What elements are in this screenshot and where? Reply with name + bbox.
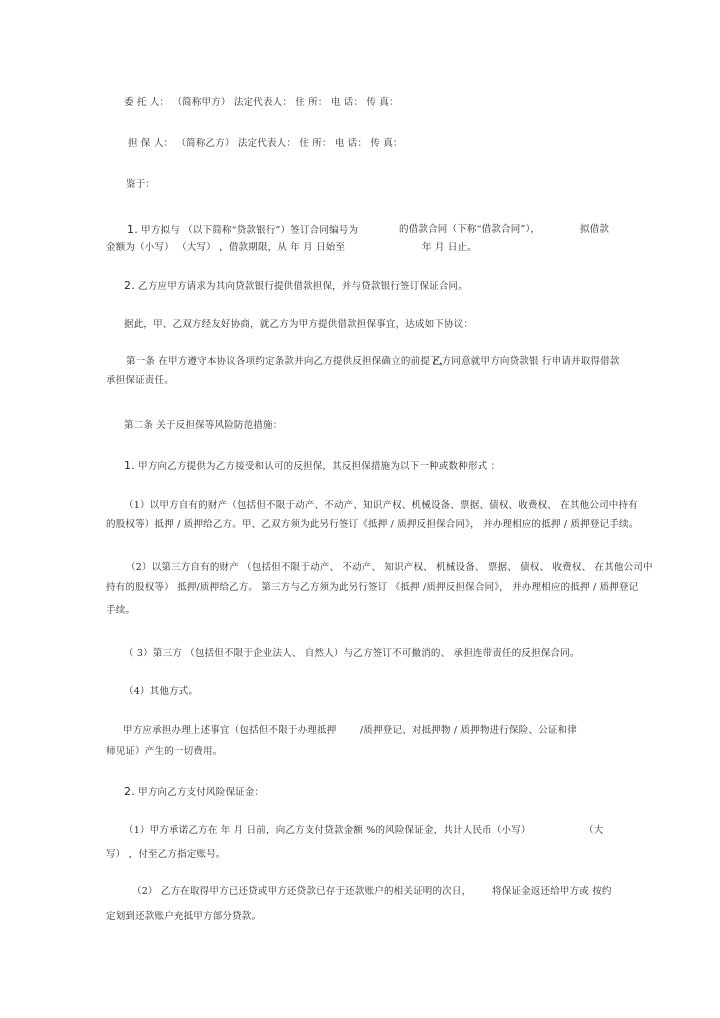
deposit-1-line-1-b: （大: [584, 825, 604, 836]
clause-2-2-number: 2.: [124, 785, 135, 798]
recital-1-text-b: 的借款合同（下称“借款合同”），: [399, 224, 541, 235]
deposit-2-line-1-b: 将保证金返还给甲方或 按约: [492, 886, 612, 897]
recital-2-text: 乙方应甲方请求为其向贷款银行提供借款担保，并与贷款银行签订保证合同。: [138, 281, 468, 292]
expenses-line-1-a: 甲方应承担办理上述事宜（包括但不限于办理抵押: [123, 725, 337, 736]
clause-2-1-text: 甲方向乙方提供为乙方接受和认可的反担保，其反担保措施为以下一种或数种形式 ：: [138, 461, 501, 472]
party-b-line: 担 保 人： （简称乙方） 法定代表人： 住 所： 电 话： 传 真：: [128, 138, 403, 149]
clause-2-1-number: 1.: [124, 459, 135, 472]
deposit-2-line-2: 定划到还款账户充抵甲方部分贷款。: [106, 911, 262, 922]
expenses-line-1-b: /质押登记、对抵押物 / 质押物进行保险、公证和律: [360, 725, 577, 736]
article-2-heading: 第二条 关于反担保等风险防范措施：: [124, 420, 283, 431]
recital-2: [124, 280, 468, 293]
article-1-text-a: 第一条 在甲方遵守本协议各项约定条款并向乙方提供反担保确立的前提下，: [126, 356, 450, 367]
recital-1-text-d: 金额为（小写） （大写） ，借款期限，从 年 月 日始至: [106, 242, 346, 253]
clause-2-2-text: 甲方向乙方支付风险保证金：: [138, 787, 265, 798]
item-3-line: （ 3）第三方 （包括但不限于企业法人、 自然人）与乙方签订不可撤消的、 承担连带责任的反担保合同。: [124, 648, 580, 659]
recital-1-line-1: [127, 224, 358, 237]
deposit-1-line-1-a: （1）甲方承诺乙方在 年 月 日前，向乙方支付贷款金额 %的风险保证金，共计人民币（小写）: [124, 825, 531, 836]
party-a-line: 委 托 人： （简称甲方） 法定代表人： 住 所： 电 话： 传 真：: [124, 97, 399, 108]
item-2-line-2: 持有的股权等） 抵押/质押给乙方。 第三方与乙方须为此另行签订 《抵押 /质押反担保合同》， 并办理相应的抵押 / 质押登记: [106, 582, 639, 593]
agreement-intro: 据此，甲、乙双方经友好协商，就乙方为甲方提供借款担保事宜，达成如下协议：: [124, 319, 474, 330]
clause-2-1: [124, 460, 500, 473]
deposit-1-line-2: 写） ，付至乙方指定账号。: [106, 849, 226, 860]
item-1-line-1: （1）以甲方自有的财产（包括但不限于动产、不动产、知识产权、机械设备、票据、债权、收费权、 在其他公司中持有: [124, 500, 638, 511]
recital-1-number: 1.: [127, 223, 138, 236]
recital-1-text-c: 拟借款: [580, 224, 610, 235]
expenses-line-2: 师见证）产生的一切费用。: [106, 746, 223, 757]
item-4-line: （4）其他方式。: [124, 686, 199, 697]
clause-2-2: [124, 786, 264, 799]
item-1-line-2: 的股权等）抵押 / 质押给乙方。甲、乙双方须为此另行签订《抵押 / 质押反担保合同》， 并办理相应的抵押 / 质押登记手续。: [106, 519, 639, 530]
recital-1-text-a: 甲方拟与 （以下简称“贷款银行”）签订合同编号为: [141, 225, 359, 236]
item-2-line-1: （2）以第三方自有的财产 （包括但不限于动产、 不动产、 知识产权、 机械设备、 票据、 债权、 收费权、 在其他公司中: [126, 562, 653, 573]
article-1-text-c: 承担保证责任。: [106, 375, 174, 386]
recital-2-number: 2.: [124, 279, 135, 292]
item-2-line-3: 手续。: [106, 605, 136, 616]
whereas-label: 鉴于：: [126, 179, 156, 190]
recital-1-text-e: 年 月 日止。: [422, 242, 477, 253]
deposit-2-line-1-a: （2） 乙方在取得甲方已还贷或甲方还贷款已存于还款账户的相关证明的次日，: [132, 886, 472, 897]
article-1-text-b: 乙方同意就甲方向贷款银 行申请并取得借款: [432, 356, 620, 367]
